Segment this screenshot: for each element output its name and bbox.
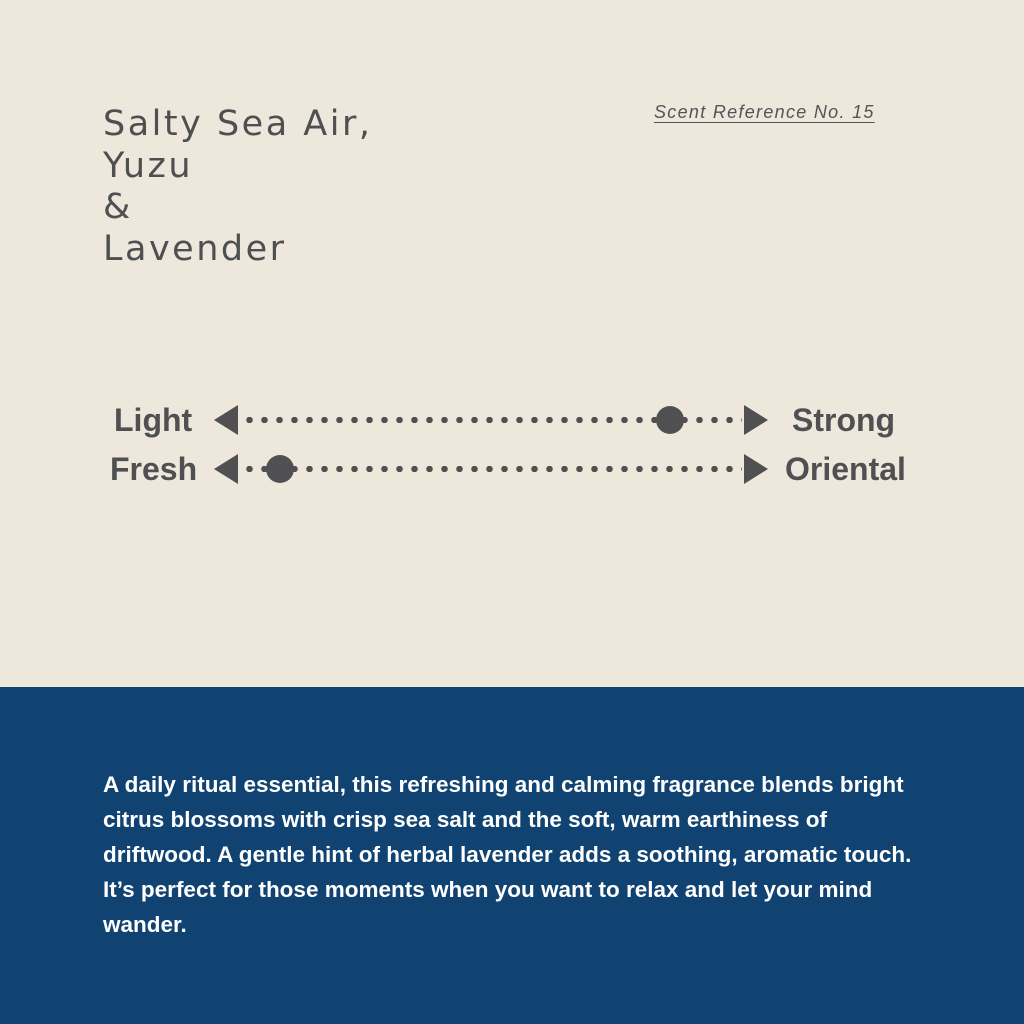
scale-fresh-oriental [0,444,1024,494]
scale-marker [266,455,294,483]
arrow-right-icon [744,405,768,435]
title-line: Yuzu [103,145,194,186]
scale-track [214,444,768,494]
product-description: A daily ritual essential, this refreshing and calming fragrance blends bright citrus blossoms with crisp sea salt and the soft, warm earthiness of driftwood. A gentle hint of herbal lavender adds a soothing, aromatic touch. It’s perfect for those moments when you want to relax and let your mind wander. [103,772,912,937]
dotted-line [242,466,742,472]
product-title [103,104,372,270]
scale-left-label: Fresh [110,451,198,487]
scale-right-label: Strong [792,402,896,438]
scale-light-strong [0,395,1024,445]
scale-marker [656,406,684,434]
title-line: Lavender [103,228,287,269]
title-line: & [103,187,133,227]
scale-left-label: Light [114,402,193,438]
title-line: Salty Sea Air, [103,104,373,144]
description-panel [0,687,1024,1024]
scent-reference-link[interactable]: Scent Reference No. 15 [654,102,875,122]
arrow-left-icon [214,405,238,435]
scale-track [214,395,768,445]
scale-right-label: Oriental [785,451,906,487]
arrow-right-icon [744,454,768,484]
arrow-left-icon [214,454,238,484]
